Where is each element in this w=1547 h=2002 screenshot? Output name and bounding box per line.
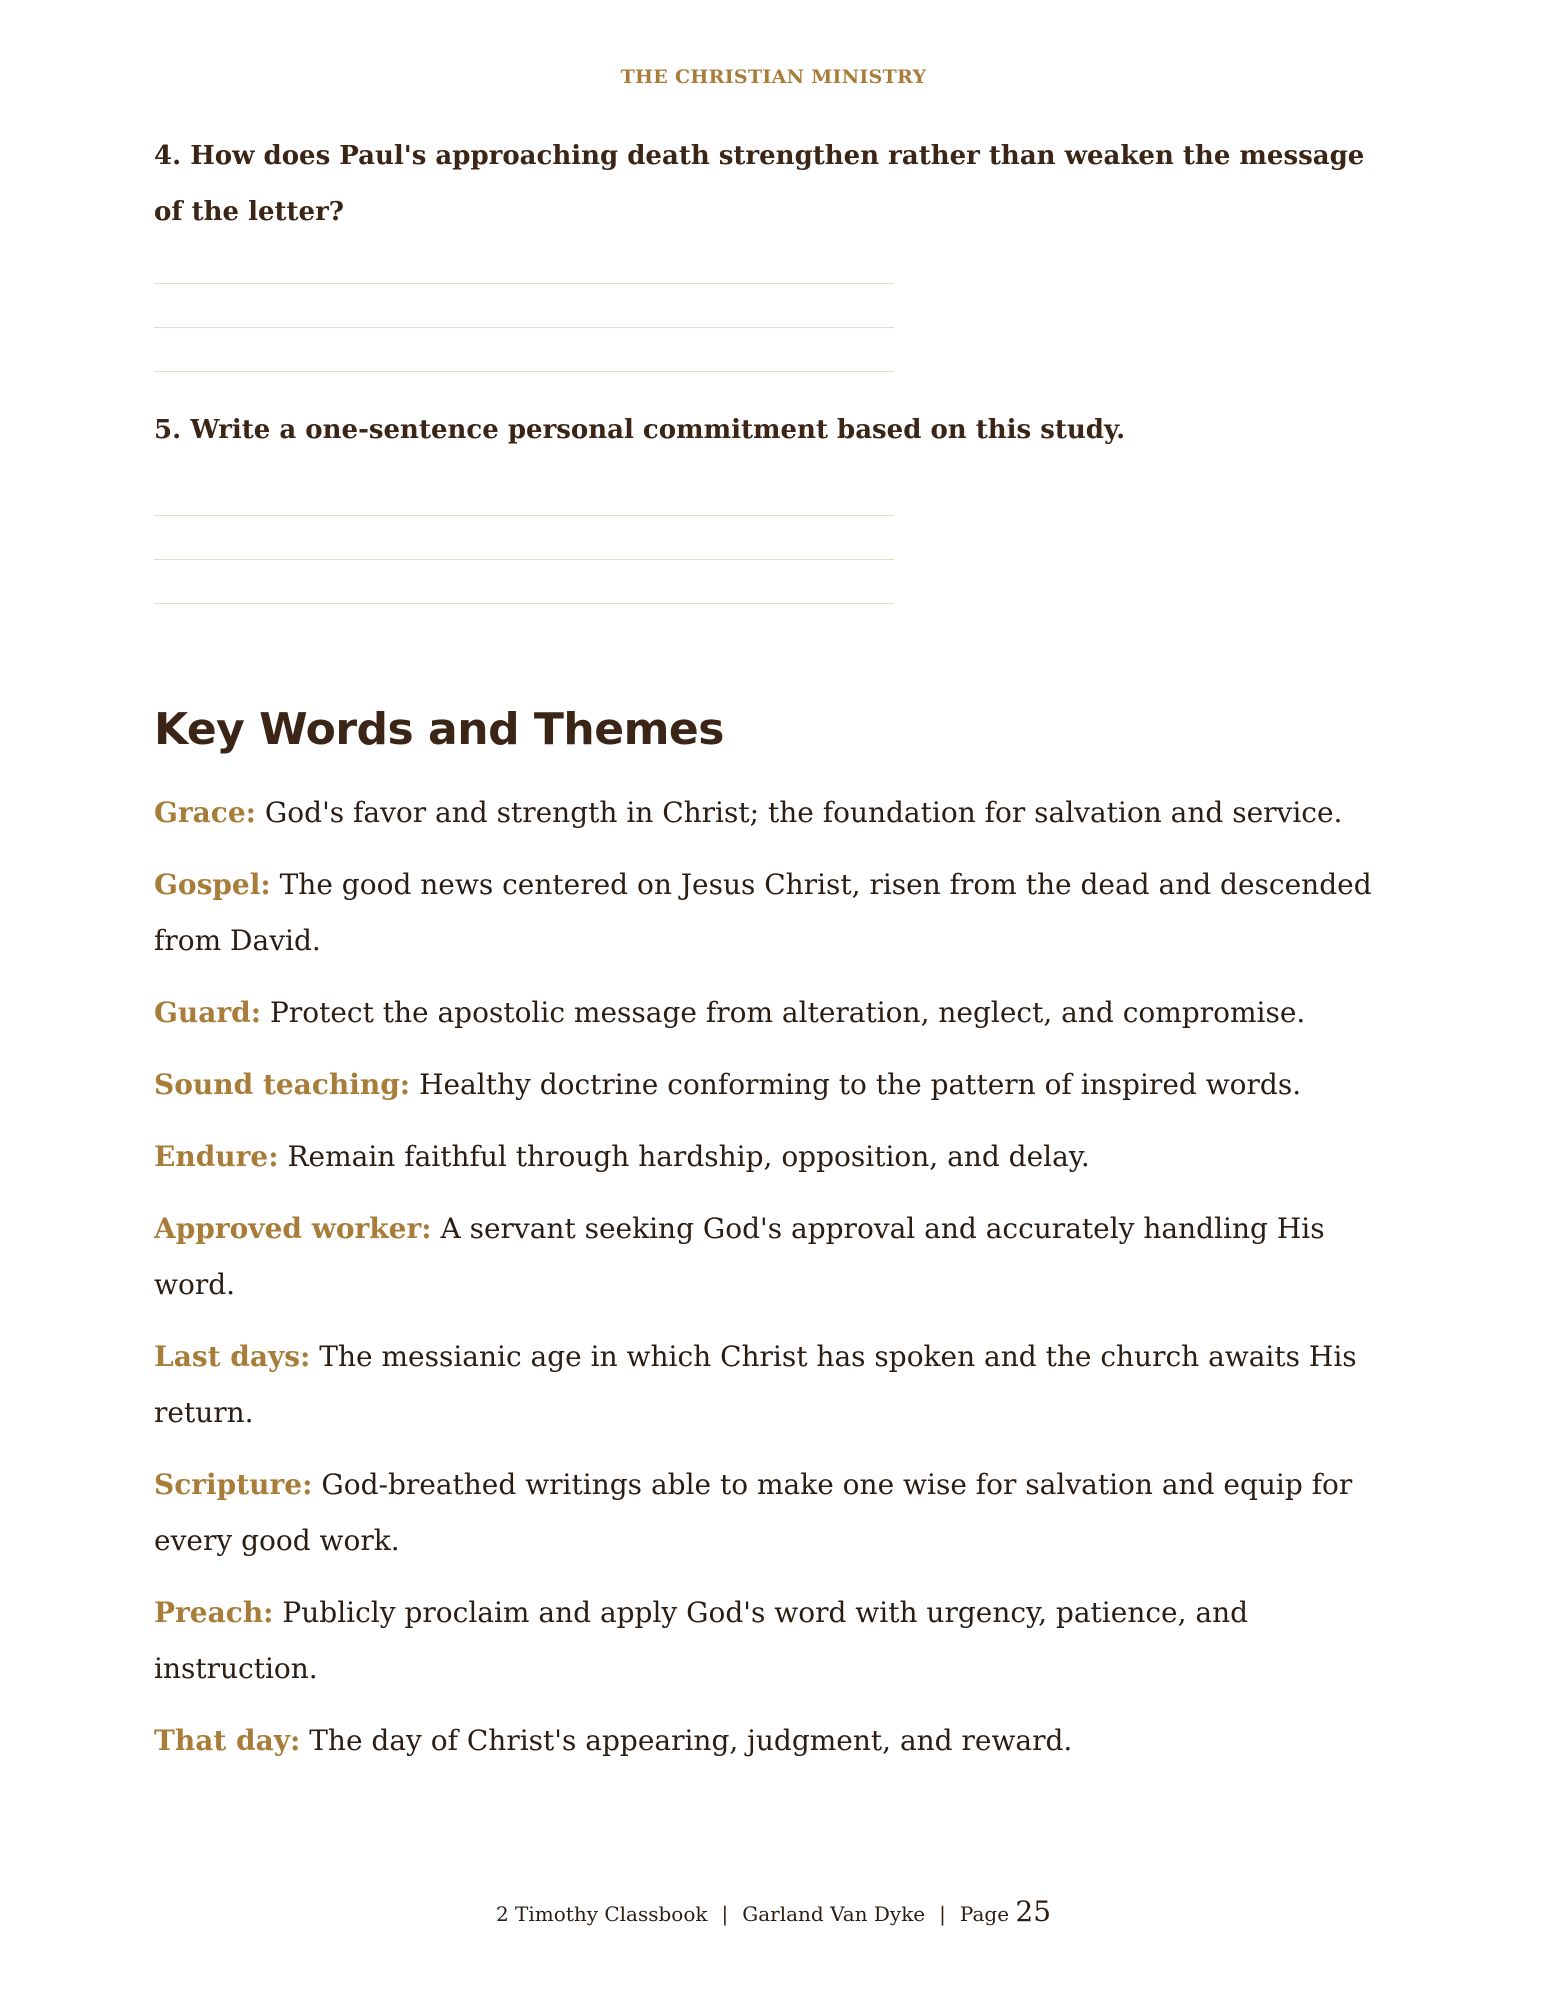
answer-line [154, 516, 894, 560]
term-entry [154, 1129, 1394, 1185]
footer-author: Garland Van Dyke [742, 1902, 926, 1926]
term-definition: A servant seeking God's approval and accurately handling His word. [154, 1212, 1325, 1301]
term-name: Endure: [154, 1140, 279, 1173]
question-text: 4. How does Paul's approaching death strengthen rather than weaken the message of the letter? [154, 141, 1365, 227]
term-name: Preach: [154, 1596, 274, 1629]
footer-separator: | [721, 1902, 729, 1926]
footer-book-title: 2 Timothy Classbook [495, 1902, 708, 1926]
term-definition: The messianic age in which Christ has spoken and the church awaits His return. [154, 1340, 1357, 1429]
term-entry [154, 857, 1394, 969]
term-entry [154, 1329, 1394, 1441]
term-entry [154, 985, 1394, 1041]
answer-line [154, 328, 894, 372]
term-name: Approved worker: [154, 1212, 432, 1245]
term-definition: Healthy doctrine conforming to the pattern of inspired words. [419, 1068, 1302, 1101]
term-entry [154, 1585, 1394, 1697]
term-name: That day: [154, 1724, 301, 1757]
footer-separator: | [939, 1902, 946, 1926]
term-entry [154, 1057, 1394, 1113]
term-definition: The good news centered on Jesus Christ, risen from the dead and descended from David. [154, 868, 1372, 957]
question-block-4 [154, 128, 1394, 372]
term-name: Guard: [154, 996, 262, 1029]
question-block-5 [154, 402, 1394, 604]
term-name: Gospel: [154, 868, 271, 901]
key-terms-list [154, 785, 1394, 1769]
page-footer [0, 1895, 1547, 1928]
term-name: Last days: [154, 1340, 311, 1373]
question-text: 5. Write a one-sentence personal commitment based on this study. [154, 415, 1126, 445]
term-definition: Publicly proclaim and apply God's word with urgency, patience, and instruction. [154, 1596, 1249, 1685]
answer-lines [154, 472, 1394, 604]
term-name: Sound teaching: [154, 1068, 411, 1101]
term-entry [154, 1457, 1394, 1569]
term-name: Scripture: [154, 1468, 313, 1501]
term-definition: Protect the apostolic message from alteration, neglect, and compromise. [269, 996, 1306, 1029]
term-definition: The day of Christ's appearing, judgment, and reward. [309, 1724, 1073, 1757]
term-entry [154, 1713, 1394, 1769]
term-definition: God's favor and strength in Christ; the foundation for salvation and service. [264, 796, 1343, 829]
answer-line [154, 472, 894, 516]
page-content [154, 128, 1394, 1785]
term-entry [154, 785, 1394, 841]
term-definition: God-breathed writings able to make one wise for salvation and equip for every good work. [154, 1468, 1353, 1557]
footer-page-label: Page [959, 1902, 1010, 1926]
answer-line [154, 254, 894, 284]
section-title: Key Words and Themes [154, 704, 724, 755]
answer-line [154, 560, 894, 604]
term-entry [154, 1201, 1394, 1313]
answer-line [154, 284, 894, 328]
term-definition: Remain faithful through hardship, opposition, and delay. [287, 1140, 1090, 1173]
running-header: THE CHRISTIAN MINISTRY [620, 66, 927, 88]
page-number: 25 [1015, 1895, 1052, 1928]
answer-lines [154, 254, 1394, 372]
term-name: Grace: [154, 796, 257, 829]
